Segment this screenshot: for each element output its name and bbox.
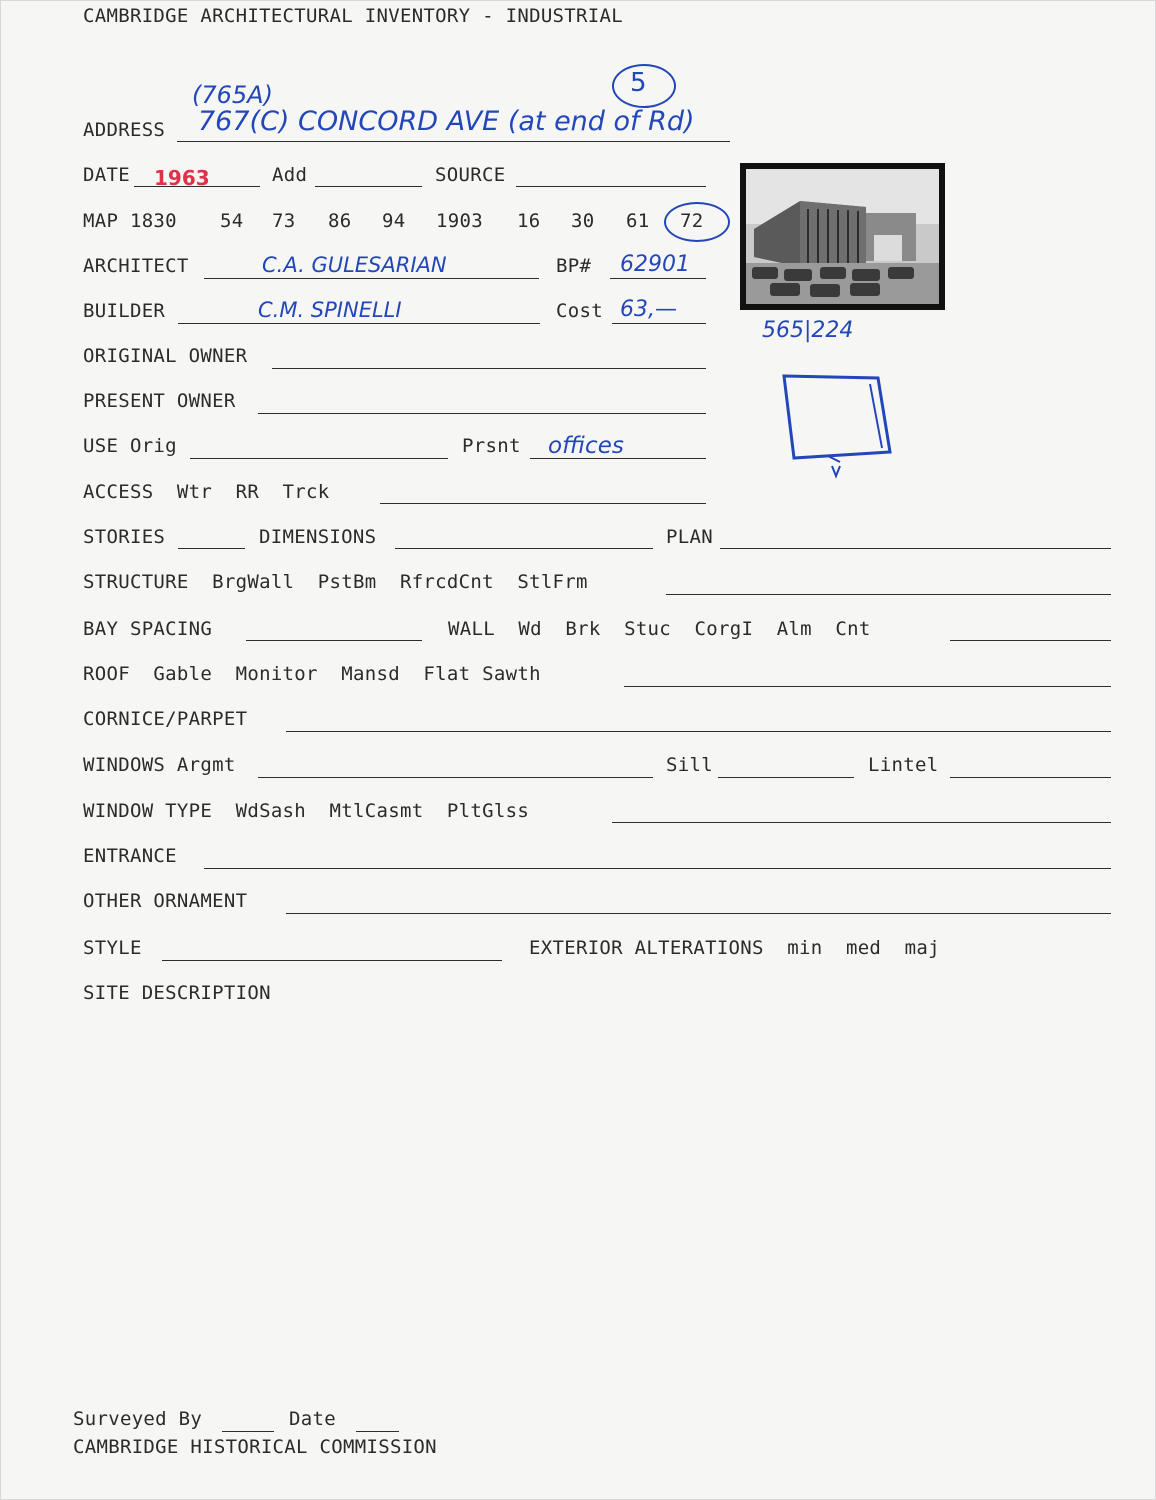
entrance-line [204, 868, 1111, 869]
other-ornament-line [286, 913, 1111, 914]
bay-spacing-label: BAY SPACING [83, 618, 213, 640]
bp-label: BP# [556, 255, 592, 277]
add-label: Add [272, 164, 308, 186]
form-title: CAMBRIDGE ARCHITECTURAL INVENTORY - INDUSTRIAL [83, 5, 623, 27]
cornice-line [286, 731, 1111, 732]
stories-label: STORIES [83, 526, 166, 548]
use-present-label: Prsnt [462, 435, 521, 457]
map-year-61: 61 [626, 210, 650, 232]
roof-label: ROOF Gable Monitor Mansd Flat Sawth [83, 663, 541, 685]
cost-label: Cost [556, 300, 603, 322]
map-year-73: 73 [272, 210, 296, 232]
original-owner-line [272, 368, 706, 369]
architect-line [204, 278, 539, 279]
survey-number-handwritten: 5 [630, 68, 647, 98]
address-alt-handwritten: (765A) [192, 81, 273, 109]
style-label: STYLE [83, 937, 142, 959]
lintel-line [950, 777, 1111, 778]
windows-line [258, 777, 653, 778]
commission-name: CAMBRIDGE HISTORICAL COMMISSION [73, 1436, 437, 1458]
other-ornament-label: OTHER ORNAMENT [83, 890, 248, 912]
use-present-handwritten: offices [548, 433, 624, 459]
map-year-circle [664, 202, 730, 242]
entrance-label: ENTRANCE [83, 845, 177, 867]
site-plan-sketch [770, 368, 900, 484]
windows-label: WINDOWS Argmt [83, 754, 236, 776]
dimensions-label: DIMENSIONS [259, 526, 377, 548]
stories-line [178, 548, 245, 549]
survey-date-line [356, 1431, 399, 1432]
map-year-86: 86 [328, 210, 352, 232]
dimensions-line [395, 548, 653, 549]
bay-spacing-line [246, 640, 422, 641]
address-label: ADDRESS [83, 119, 166, 141]
architect-handwritten: C.A. GULESARIAN [262, 253, 447, 277]
structure-line [666, 594, 1111, 595]
bp-line [610, 278, 706, 279]
map-year-54: 54 [220, 210, 244, 232]
building-photo-image [740, 163, 945, 310]
present-owner-line [258, 413, 706, 414]
original-owner-label: ORIGINAL OWNER [83, 345, 248, 367]
cornice-label: CORNICE/PARPET [83, 708, 248, 730]
roof-line [624, 686, 1111, 687]
add-line [315, 186, 422, 187]
plan-label: PLAN [666, 526, 713, 548]
source-label: SOURCE [435, 164, 506, 186]
map-year-16: 16 [517, 210, 541, 232]
survey-date-label: Date [289, 1408, 336, 1430]
cost-handwritten: 63,— [620, 297, 677, 322]
lintel-label: Lintel [868, 754, 939, 776]
sill-line [718, 777, 854, 778]
wall-line [950, 640, 1111, 641]
builder-label: BUILDER [83, 300, 166, 322]
date-label: DATE [83, 164, 130, 186]
sill-label: Sill [666, 754, 713, 776]
surveyed-by-label: Surveyed By [73, 1408, 203, 1430]
style-line [162, 960, 502, 961]
use-orig-line [190, 458, 448, 459]
map-year-72: 72 [680, 210, 704, 232]
plan-line [720, 548, 1111, 549]
architect-label: ARCHITECT [83, 255, 189, 277]
source-line [516, 186, 706, 187]
surveyed-by-line [222, 1431, 274, 1432]
photo-reference-handwritten: 565|224 [762, 318, 854, 343]
access-line [380, 503, 706, 504]
window-type-label: WINDOW TYPE WdSash MtlCasmt PltGlss [83, 800, 530, 822]
present-owner-label: PRESENT OWNER [83, 390, 236, 412]
window-type-line [612, 822, 1111, 823]
exterior-alterations-label: EXTERIOR ALTERATIONS min med maj [529, 937, 940, 959]
site-description-label: SITE DESCRIPTION [83, 982, 271, 1004]
structure-label: STRUCTURE BrgWall PstBm RfrcdCnt StlFrm [83, 571, 588, 593]
map-year-94: 94 [382, 210, 406, 232]
map-year-1830: MAP 1830 [83, 210, 177, 232]
builder-line [178, 323, 540, 324]
address-line [177, 141, 730, 142]
address-handwritten: 767(C) CONCORD AVE (at end of Rd) [198, 106, 695, 137]
builder-handwritten: C.M. SPINELLI [258, 298, 402, 322]
map-year-1903: 1903 [436, 210, 483, 232]
wall-label: WALL Wd Brk Stuc CorgI Alm Cnt [448, 618, 871, 640]
access-label: ACCESS Wtr RR Trck [83, 481, 330, 503]
date-handwritten: 1963 [154, 166, 210, 190]
use-orig-label: USE Orig [83, 435, 177, 457]
cost-line [612, 323, 706, 324]
building-photo [740, 163, 945, 310]
bp-handwritten: 62901 [620, 252, 690, 277]
map-year-30: 30 [571, 210, 595, 232]
